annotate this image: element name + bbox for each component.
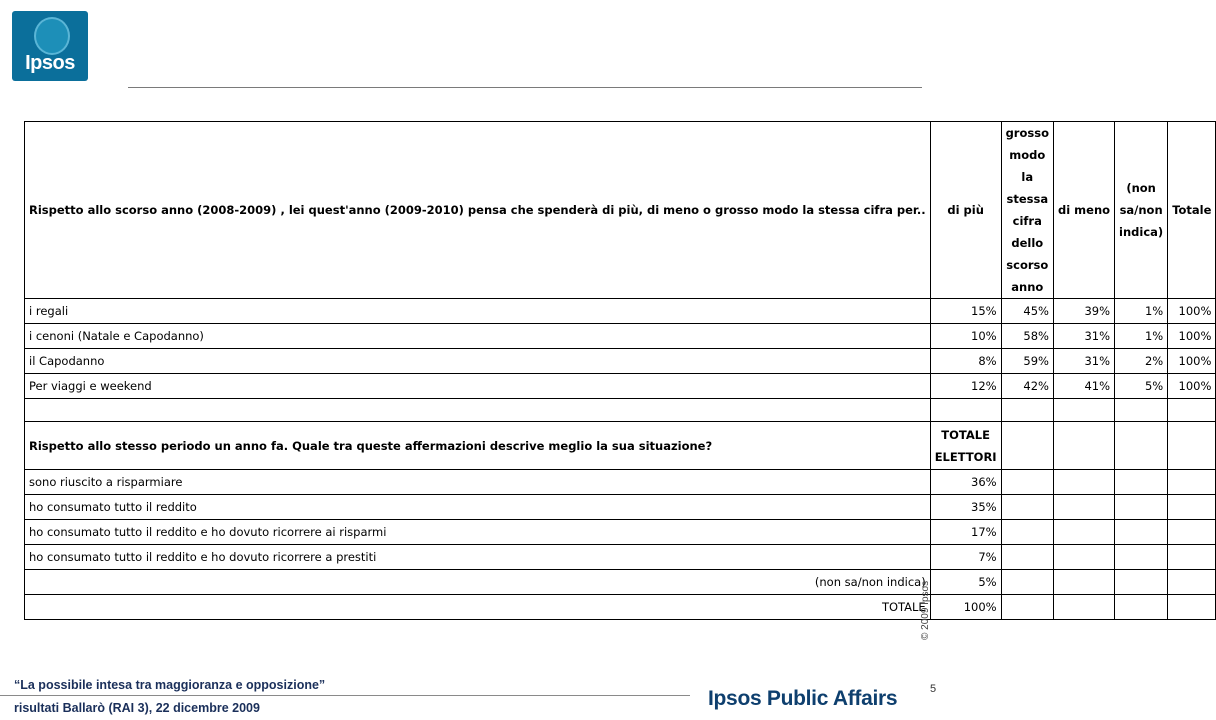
row-label: i cenoni (Natale e Capodanno) — [25, 324, 931, 349]
cell-value: 1% — [1115, 324, 1168, 349]
cell-value: 41% — [1053, 374, 1114, 399]
table-row — [25, 570, 1216, 595]
cell-value: 36% — [930, 470, 1001, 495]
cell-value: 31% — [1053, 324, 1114, 349]
table-row — [25, 520, 1216, 545]
copyright-notice: © 2009 Ipsos — [920, 580, 931, 640]
spacer-row — [25, 399, 1216, 422]
row-label: i regali — [25, 299, 931, 324]
cell-value: 7% — [930, 545, 1001, 570]
footer-title: “La possibile intesa tra maggioranza e opposizione” — [14, 678, 326, 692]
brand-name: Ipsos Public Affairs — [708, 687, 898, 710]
survey-table — [24, 121, 1216, 620]
cell-value: 12% — [930, 374, 1001, 399]
cell-value: 35% — [930, 495, 1001, 520]
col-header-di-meno: di meno — [1053, 122, 1114, 299]
table-row — [25, 595, 1216, 620]
col-header-totale: Totale — [1168, 122, 1216, 299]
cell-value: 5% — [1115, 374, 1168, 399]
col-header-non-sa: (non sa/non indica) — [1115, 122, 1168, 299]
row-label: ho consumato tutto il reddito e ho dovuto ricorrere a prestiti — [25, 545, 931, 570]
cell-value: 100% — [1168, 374, 1216, 399]
table-row — [25, 299, 1216, 324]
row-label: TOTALE — [25, 595, 931, 620]
table1-header-row — [25, 122, 1216, 299]
cell-value: 1% — [1115, 299, 1168, 324]
cell-value: 5% — [930, 570, 1001, 595]
col-header-di-piu: di più — [930, 122, 1001, 299]
row-label: sono riuscito a risparmiare — [25, 470, 931, 495]
logo-text: Ipsos — [25, 52, 75, 74]
cell-value: 100% — [1168, 299, 1216, 324]
cell-value: 8% — [930, 349, 1001, 374]
cell-value: 58% — [1001, 324, 1053, 349]
page-number: 5 — [930, 683, 937, 695]
row-label: (non sa/non indica) — [25, 570, 931, 595]
table-row — [25, 495, 1216, 520]
cell-value: 31% — [1053, 349, 1114, 374]
col-header-stessa-cifra: grosso modo la stessa cifra dello scorso anno — [1001, 122, 1053, 299]
footer-divider — [0, 695, 690, 696]
cell-value: 100% — [1168, 349, 1216, 374]
table-row — [25, 324, 1216, 349]
cell-value: 17% — [930, 520, 1001, 545]
col-header-totale-elettori: TOTALE ELETTORI — [930, 422, 1001, 470]
head-profile-icon — [34, 17, 70, 55]
row-label: il Capodanno — [25, 349, 931, 374]
cell-value: 45% — [1001, 299, 1053, 324]
cell-value: 39% — [1053, 299, 1114, 324]
table-row — [25, 349, 1216, 374]
cell-value: 100% — [930, 595, 1001, 620]
header-divider — [128, 87, 922, 88]
row-label: Per viaggi e weekend — [25, 374, 931, 399]
cell-value: 15% — [930, 299, 1001, 324]
cell-value: 42% — [1001, 374, 1053, 399]
footer-subtitle: risultati Ballarò (RAI 3), 22 dicembre 2009 — [14, 701, 260, 715]
row-label: ho consumato tutto il reddito — [25, 495, 931, 520]
table-row — [25, 374, 1216, 399]
cell-value: 59% — [1001, 349, 1053, 374]
table-row — [25, 545, 1216, 570]
ipsos-logo — [12, 11, 88, 81]
table2-header-row — [25, 422, 1216, 470]
cell-value: 100% — [1168, 324, 1216, 349]
cell-value: 10% — [930, 324, 1001, 349]
row-label: ho consumato tutto il reddito e ho dovuto ricorrere ai risparmi — [25, 520, 931, 545]
table-row — [25, 470, 1216, 495]
cell-value: 2% — [1115, 349, 1168, 374]
table2-question: Rispetto allo stesso periodo un anno fa. Quale tra queste affermazioni descrive meglio la sua situazione? — [25, 422, 931, 470]
table1-question: Rispetto allo scorso anno (2008-2009) , lei quest'anno (2009-2010) pensa che spenderà di più, di meno o grosso modo la stessa cifra per.. — [25, 122, 931, 299]
